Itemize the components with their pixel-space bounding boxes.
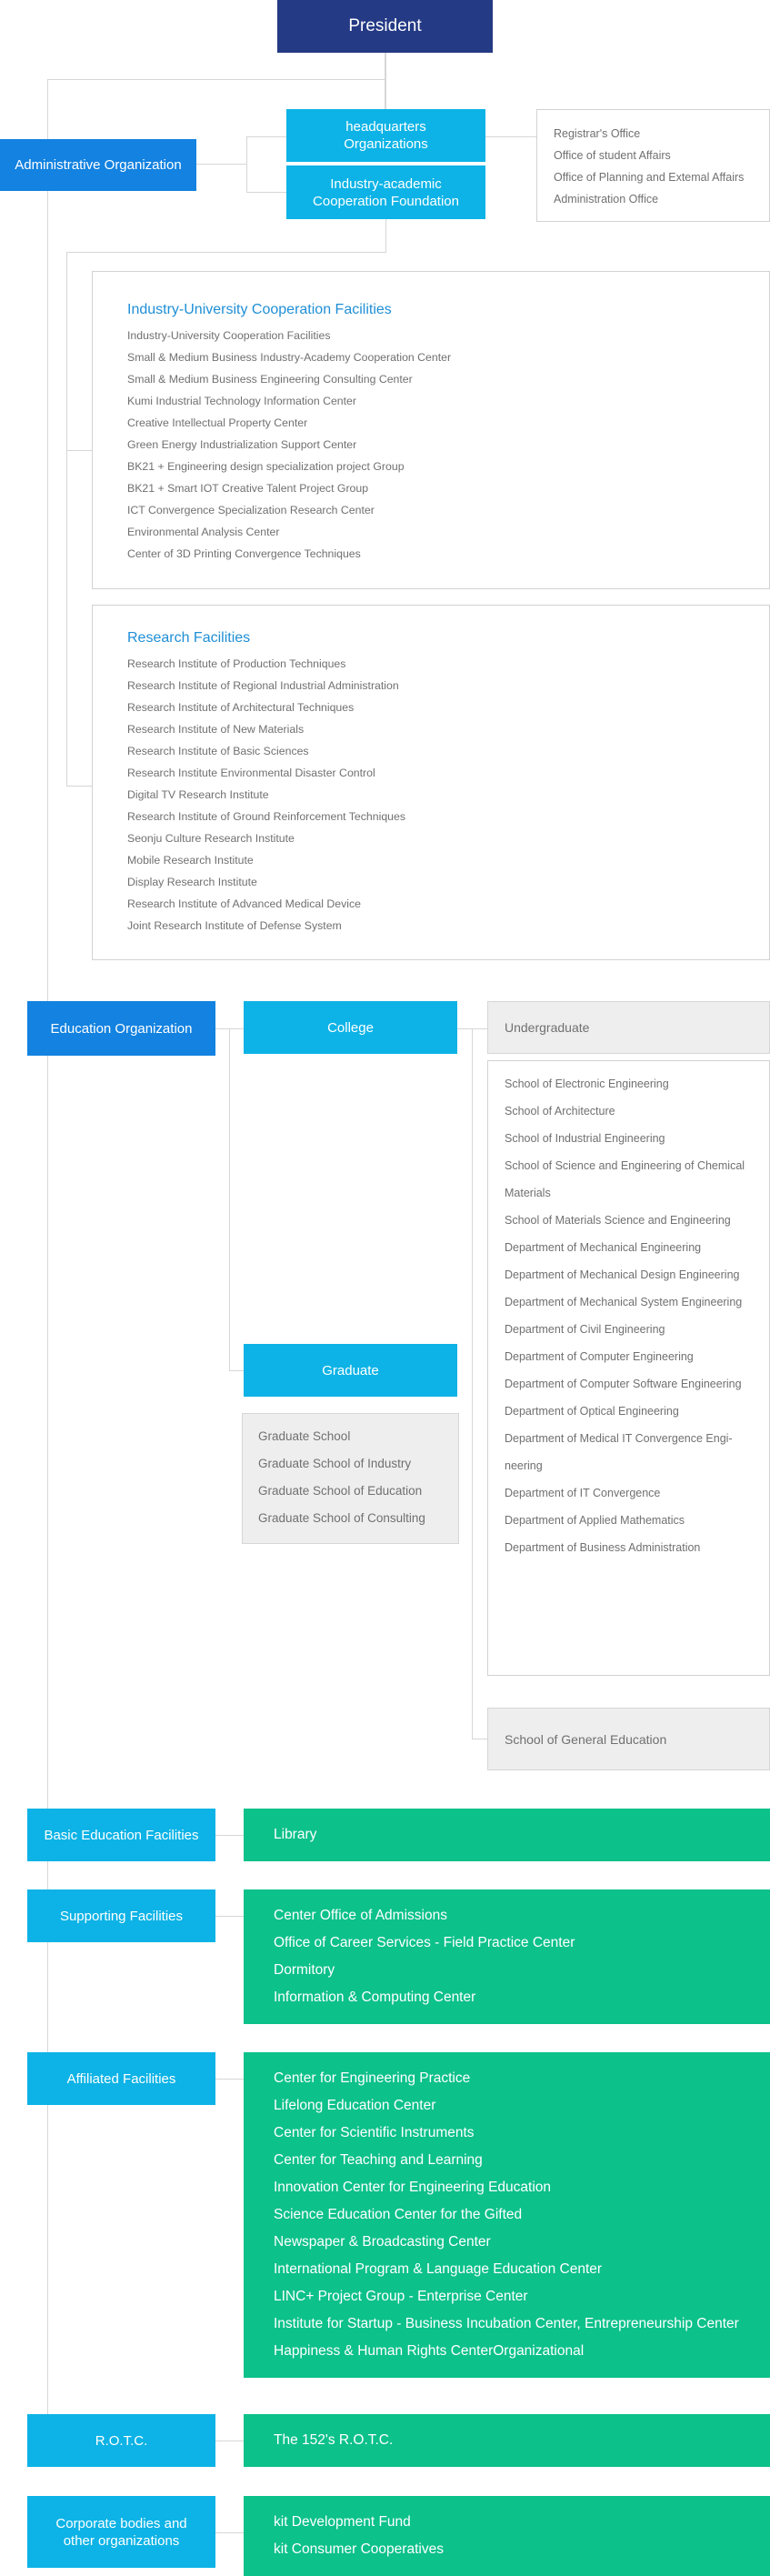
corporate-body-item: kit Development Fund	[274, 2514, 411, 2530]
facility-item: Research Institute of New Materials	[127, 723, 305, 736]
affiliated-facility-item: International Program & Language Education Center	[274, 2261, 603, 2277]
affiliated-facility-item: Center for Teaching and Learning	[274, 2152, 483, 2168]
department-item: Department of Computer Software Engineering	[505, 1378, 742, 1390]
corporate-bodies-box: Corporate bodies and other organizations	[27, 2496, 215, 2568]
basic-education-item: Library	[274, 1827, 317, 1842]
connector-line	[196, 164, 247, 165]
connector-line	[66, 252, 386, 253]
department-item: Department of IT Convergence	[505, 1487, 661, 1499]
administrative-organization-box: Administrative Organization	[0, 139, 196, 191]
industry-facilities-title: Industry-University Cooperation Facilities	[127, 302, 392, 317]
supporting-facility-item: Center Office of Admissions	[274, 1908, 447, 1923]
connector-line	[485, 136, 536, 137]
graduate-schools-list	[258, 1423, 458, 1532]
rotc-item: The 152's R.O.T.C.	[274, 2432, 394, 2448]
office-item: Office of student Affairs	[554, 149, 671, 162]
graduate-school-item: Graduate School of Education	[258, 1484, 423, 1498]
general-education-box: School of General Education	[487, 1708, 770, 1770]
supporting-facilities-list	[274, 1902, 770, 2011]
department-item: School of Materials Science and Engineering	[505, 1214, 731, 1227]
facility-item: Small & Medium Business Industry-Academy Cooperation Center	[127, 351, 452, 364]
facility-item: Research Institute of Basic Sciences	[127, 745, 309, 757]
connector-line	[215, 2532, 244, 2533]
education-organization-box: Education Organization	[27, 1001, 215, 1056]
corporate-body-item: kit Consumer Cooperatives	[274, 2541, 444, 2557]
department-item: School of Architecture	[505, 1105, 615, 1118]
affiliated-facility-item: Center for Scientific Instruments	[274, 2125, 475, 2140]
offices-list	[554, 123, 769, 210]
department-item: School of Industrial Engineering	[505, 1132, 665, 1145]
graduate-school-item: Graduate School	[258, 1429, 351, 1443]
offices-box	[536, 109, 770, 222]
connector-line	[66, 252, 67, 787]
facility-item: Creative Intellectual Property Center	[127, 416, 308, 429]
facility-item: Digital TV Research Institute	[127, 788, 269, 801]
facility-item: Research Institute of Regional Industrial Administration	[127, 679, 399, 692]
connector-line	[385, 79, 386, 109]
affiliated-facility-item: Innovation Center for Engineering Education	[274, 2180, 552, 2195]
connector-line	[229, 1370, 244, 1371]
president-box: President	[277, 0, 493, 53]
facility-item: Industry-University Cooperation Facilities	[127, 329, 331, 342]
supporting-facility-item: Information & Computing Center	[274, 1990, 476, 2005]
supporting-facilities-box: Supporting Facilities	[27, 1889, 215, 1942]
department-item: Department of Business Administration	[505, 1541, 701, 1554]
supporting-facility-item: Dormitory	[274, 1962, 335, 1978]
connector-line	[472, 1028, 473, 1739]
department-item: Department of Mechanical Engineering	[505, 1241, 702, 1254]
connector-line	[66, 786, 92, 787]
affiliated-facility-item: Newspaper & Broadcasting Center	[274, 2234, 491, 2250]
department-item: Department of Optical Engineering	[505, 1405, 679, 1418]
connector-line	[246, 136, 286, 137]
rotc-list	[274, 2427, 770, 2454]
affiliated-facility-item: Happiness & Human Rights CenterOrganizational	[274, 2343, 585, 2359]
headquarters-organizations-box: headquarters Organizations	[286, 109, 485, 162]
facility-item: Center of 3D Printing Convergence Techniques	[127, 547, 361, 560]
department-item: Department of Civil Engineering	[505, 1323, 665, 1336]
facility-item: Small & Medium Business Engineering Consulting Center	[127, 373, 413, 386]
affiliated-facility-item: Science Education Center for the Gifted	[274, 2207, 523, 2222]
industry-academic-foundation-box: Industry-academic Cooperation Foundation	[286, 165, 485, 219]
graduate-school-item: Graduate School of Consulting	[258, 1511, 425, 1525]
undergraduate-box: Undergraduate	[487, 1001, 770, 1054]
facility-item: ICT Convergence Specialization Research Center	[127, 504, 375, 516]
department-item: School of Electronic Engineering	[505, 1078, 669, 1090]
rotc-box: R.O.T.C.	[27, 2414, 215, 2467]
facility-item: Research Institute of Ground Reinforcement Techniques	[127, 810, 405, 823]
department-item: Materials	[505, 1187, 551, 1199]
affiliated-facilities-list-box	[244, 2052, 770, 2378]
department-item: School of Science and Engineering of Chemical	[505, 1159, 745, 1172]
affiliated-facility-item: LINC+ Project Group - Enterprise Center	[274, 2289, 528, 2304]
department-item: Department of Mechanical System Engineering	[505, 1296, 743, 1308]
research-facilities-title: Research Facilities	[127, 630, 251, 646]
connector-line	[385, 219, 386, 253]
department-item: Department of Applied Mathematics	[505, 1514, 685, 1527]
facility-item: Research Institute of Advanced Medical Device	[127, 897, 362, 910]
facility-item: Green Energy Industrialization Support Center	[127, 438, 357, 451]
facility-item: Mobile Research Institute	[127, 854, 254, 867]
supporting-facilities-list-box	[244, 1889, 770, 2024]
facility-item: Joint Research Institute of Defense System	[127, 919, 342, 932]
supporting-facility-item: Office of Career Services - Field Practice Center	[274, 1935, 575, 1950]
department-item: Department of Mechanical Design Engineering	[505, 1268, 740, 1281]
affiliated-facility-item: Institute for Startup - Business Incubation Center, Entrepreneurship Center	[274, 2316, 739, 2331]
connector-line	[229, 1028, 230, 1371]
graduate-school-item: Graduate School of Industry	[258, 1457, 412, 1470]
facility-item: Research Institute Environmental Disaster Control	[127, 767, 375, 779]
connector-line	[66, 450, 92, 451]
connector-line	[215, 2079, 244, 2080]
basic-education-list	[274, 1821, 770, 1849]
connector-line	[246, 192, 286, 193]
facility-item: Research Institute of Production Techniques	[127, 657, 346, 670]
rotc-list-box	[244, 2414, 770, 2467]
basic-education-list-box	[244, 1809, 770, 1861]
office-item: Administration Office	[554, 193, 659, 205]
corporate-bodies-list	[274, 2509, 770, 2563]
connector-line	[215, 1835, 244, 1836]
graduate-schools-box	[242, 1413, 459, 1544]
basic-education-box: Basic Education Facilities	[27, 1809, 215, 1861]
facility-item: BK21 + Smart IOT Creative Talent Project Group	[127, 482, 369, 495]
affiliated-facilities-list	[274, 2065, 770, 2365]
departments-box	[487, 1060, 770, 1676]
facility-item: Kumi Industrial Technology Information Center	[127, 395, 356, 407]
connector-line	[215, 1916, 244, 1917]
graduate-box: Graduate	[244, 1344, 457, 1397]
industry-facilities-box	[92, 271, 770, 589]
department-item: Department of Medical IT Convergence Engi-	[505, 1432, 733, 1445]
facility-item: Display Research Institute	[127, 876, 257, 888]
corporate-bodies-list-box	[244, 2496, 770, 2576]
office-item: Registrar's Office	[554, 127, 641, 140]
research-facilities-list	[127, 653, 769, 937]
affiliated-facility-item: Lifelong Education Center	[274, 2098, 436, 2113]
facility-item: Research Institute of Architectural Techniques	[127, 701, 355, 714]
department-item: neering	[505, 1459, 543, 1472]
connector-line	[385, 53, 386, 80]
department-item: Department of Computer Engineering	[505, 1350, 694, 1363]
facility-item: BK21 + Engineering design specialization project Group	[127, 460, 405, 473]
connector-line	[246, 136, 247, 193]
research-facilities-box	[92, 605, 770, 960]
college-box: College	[244, 1001, 457, 1054]
departments-list	[505, 1070, 769, 1561]
office-item: Office of Planning and Extemal Affairs	[554, 171, 745, 184]
affiliated-facility-item: Center for Engineering Practice	[274, 2070, 471, 2086]
connector-line	[47, 79, 386, 80]
facility-item: Seonju Culture Research Institute	[127, 832, 295, 845]
affiliated-facilities-box: Affiliated Facilities	[27, 2052, 215, 2105]
industry-facilities-list	[127, 325, 769, 565]
facility-item: Environmental Analysis Center	[127, 526, 280, 538]
